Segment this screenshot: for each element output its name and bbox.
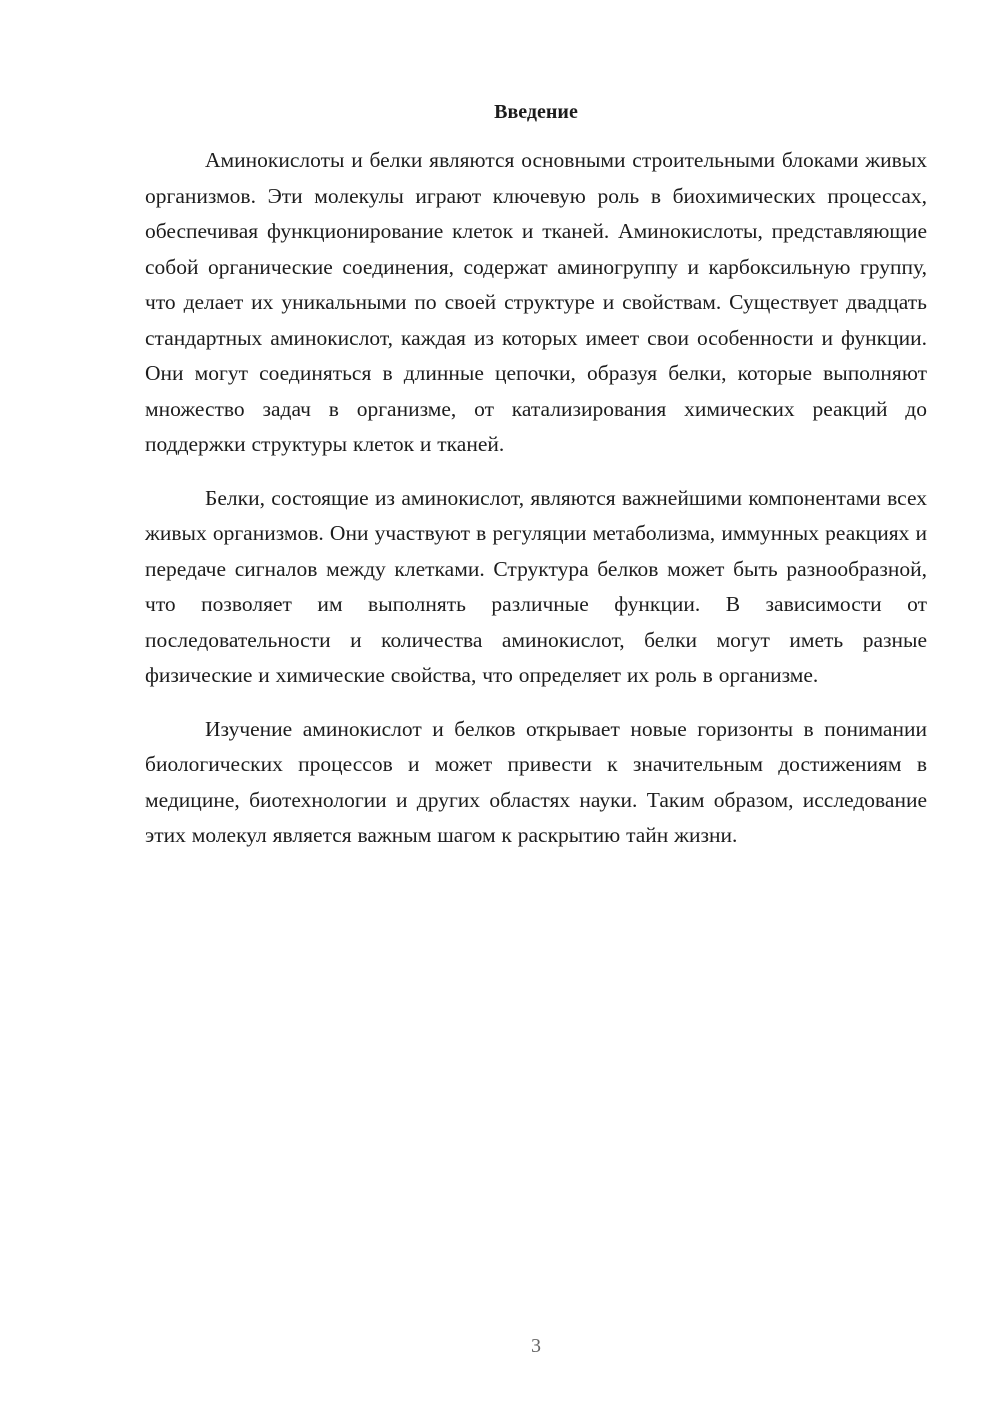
page-number: 3 [531,1335,541,1357]
paragraph-2: Белки, состоящие из аминокислот, являются важнейшими компонентами всех живых организмов. Они участвуют в регуляции метаболизма, иммунных реакциях и передаче сигналов между клетками. Структура белков может быть разнообразной, что позволяет им выполнять различные функции. В зависимости от последовательности и количества аминокислот, белки могут иметь разные физические и химические свойства, что определяет их роль в организме. [145,485,927,687]
section-heading: Введение [494,101,578,123]
body-text [145,143,927,854]
paragraph-3: Изучение аминокислот и белков открывает новые горизонты в понимании биологических процессов и может привести к значительным достижениям в медицине, биотехнологии и других областях науки. Таким образом, исследование этих молекул является важным шагом к раскрытию тайн жизни. [145,716,927,847]
paragraph-1: Аминокислоты и белки являются основными строительными блоками живых организмов. Эти молекулы играют ключевую роль в биохимических процессах, обеспечивая функционирование клеток и тканей. Аминокислоты, представляющие собой органические соединения, содержат аминогруппу и карбоксильную группу, что делает их уникальными по своей структуре и свойствам. Существует двадцать стандартных аминокислот, каждая из которых имеет свои особенности и функции. Они могут соединяться в длинные цепочки, образуя белки, которые выполняют множество задач в организме, от катализирования химических реакций до поддержки структуры клеток и тканей. [145,148,927,456]
